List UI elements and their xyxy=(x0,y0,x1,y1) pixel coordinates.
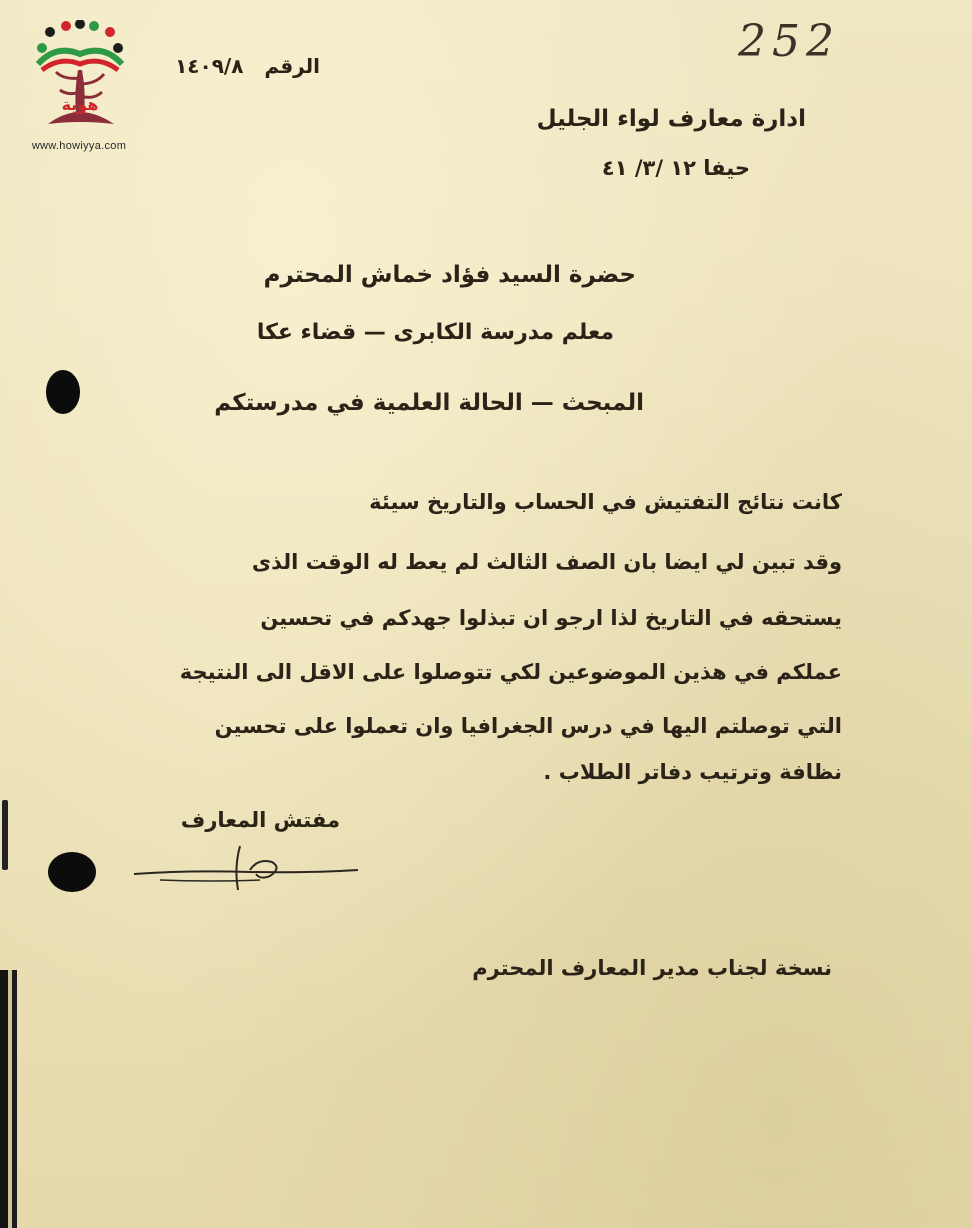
issuing-office: ادارة معارف لواء الجليل xyxy=(536,106,806,132)
letter-date: حيفا ١٢ /٣/ ٤١ xyxy=(601,156,750,180)
folio-number: 252 xyxy=(738,16,840,67)
reference-label: الرقم xyxy=(264,54,320,78)
binding-edge xyxy=(0,970,26,1228)
body-line: نظافة وترتيب دفاتر الطلاب . xyxy=(543,760,842,784)
body-line: يستحقه في التاريخ لذا ارجو ان تبذلوا جهدكم في تحسين xyxy=(260,606,842,630)
body-line: كانت نتائج التفتيش في الحساب والتاريخ سيئة xyxy=(369,490,842,514)
punch-hole xyxy=(46,370,80,414)
watermark-url[interactable]: www.howiyya.com xyxy=(31,140,127,152)
copy-to-note: نسخة لجناب مدير المعارف المحترم xyxy=(472,956,832,980)
body-line: وقد تبين لي ايضا بان الصف الثالث لم يعط له الوقت الذى xyxy=(251,550,842,574)
logo-wordmark: هوية xyxy=(61,95,99,114)
body-line: عملكم في هذين الموضوعين لكي تتوصلوا على الاقل الى النتيجة xyxy=(179,660,842,684)
letter-subject: المبحث — الحالة العلمية في مدرستكم xyxy=(214,390,644,416)
howiyya-logo xyxy=(16,20,142,154)
tree-of-people-icon xyxy=(34,20,126,138)
reference-number-line xyxy=(140,54,320,78)
reference-number: ١٤٠٩/٨ xyxy=(175,54,244,78)
addressee-name: حضرة السيد فؤاد خماش المحترم xyxy=(263,262,636,288)
handwritten-signature xyxy=(130,840,370,900)
signatory-title: مفتش المعارف xyxy=(180,808,340,832)
punch-hole xyxy=(48,852,96,892)
binding-mark xyxy=(2,800,8,870)
body-line: التي توصلتم اليها في درس الجغرافيا وان تعملوا على تحسين xyxy=(214,714,842,738)
addressee-role: معلم مدرسة الكابرى — قضاء عكا xyxy=(256,320,614,345)
